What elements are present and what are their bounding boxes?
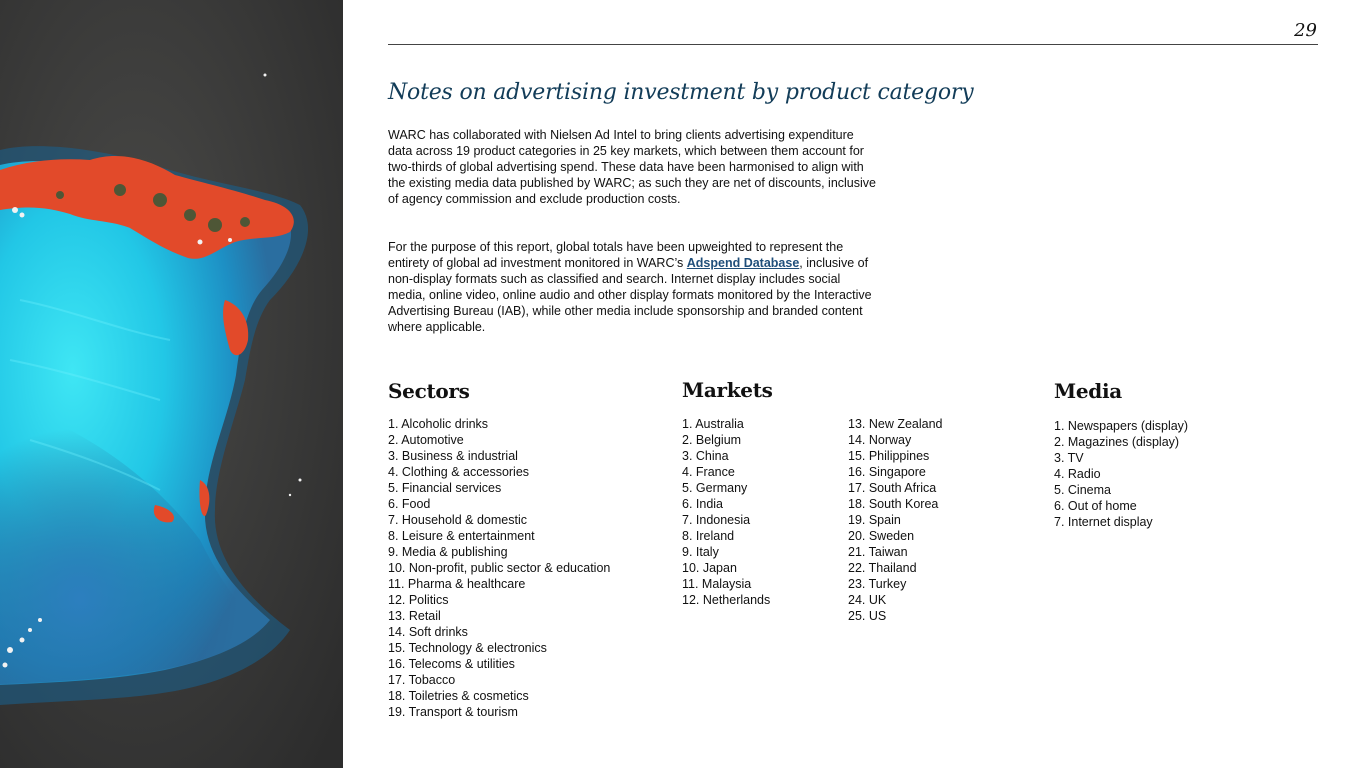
list-item: 18. South Korea bbox=[848, 497, 939, 511]
list-item: 24. UK bbox=[848, 593, 887, 607]
list-item: 5. Cinema bbox=[1054, 483, 1111, 497]
list-item: 16. Telecoms & utilities bbox=[388, 657, 515, 671]
list-item: 7. Internet display bbox=[1054, 515, 1153, 529]
list-item: 3. TV bbox=[1054, 451, 1084, 465]
list-item: 25. US bbox=[848, 609, 887, 623]
page-title: Notes on advertising investment by product category bbox=[388, 80, 974, 105]
page-number: 29 bbox=[1294, 20, 1317, 41]
list-item: 8. Leisure & entertainment bbox=[388, 529, 535, 543]
list-item: 5. Financial services bbox=[388, 481, 502, 495]
list-item: 20. Sweden bbox=[848, 529, 915, 543]
list-item: 1. Alcoholic drinks bbox=[388, 417, 489, 431]
list-item: 8. Ireland bbox=[682, 529, 735, 543]
list-item: 3. Business & industrial bbox=[388, 449, 518, 463]
list-item: 9. Media & publishing bbox=[388, 545, 508, 559]
list-item: 16. Singapore bbox=[848, 465, 926, 479]
header-rule bbox=[388, 44, 1318, 45]
list-item: 9. Italy bbox=[682, 545, 719, 559]
list-item: 2. Automotive bbox=[388, 433, 464, 447]
list-item: 4. France bbox=[682, 465, 735, 479]
list-item: 19. Spain bbox=[848, 513, 901, 527]
list-item: 13. New Zealand bbox=[848, 417, 943, 431]
list-item: 6. Food bbox=[388, 497, 431, 511]
list-item: 12. Politics bbox=[388, 593, 449, 607]
markets-list-column-1 bbox=[682, 416, 770, 608]
list-item: 4. Clothing & accessories bbox=[388, 465, 530, 479]
methodology-paragraph bbox=[388, 239, 878, 335]
list-item: 17. Tobacco bbox=[388, 673, 456, 687]
list-item: 14. Norway bbox=[848, 433, 912, 447]
methodology-text-before-link: For the purpose of this report, global totals have been upweighted to represent the entirety of global ad investment monitored in WARC’s bbox=[388, 240, 844, 270]
list-item: 23. Turkey bbox=[848, 577, 907, 591]
list-item: 10. Japan bbox=[682, 561, 737, 575]
list-item: 18. Toiletries & cosmetics bbox=[388, 689, 529, 703]
list-item: 19. Transport & tourism bbox=[388, 705, 518, 719]
list-item: 10. Non-profit, public sector & education bbox=[388, 561, 611, 575]
sectors-list bbox=[388, 416, 610, 720]
markets-heading: Markets bbox=[682, 378, 773, 402]
list-item: 5. Germany bbox=[682, 481, 748, 495]
list-item: 7. Household & domestic bbox=[388, 513, 527, 527]
list-item: 6. India bbox=[682, 497, 724, 511]
list-item: 3. China bbox=[682, 449, 729, 463]
methodology-text-after-link: , inclusive of non-display formats such as classified and search. Internet display includes social media, online video, online audio and other display formats monitored by the Interactive Advertising Bureau (IAB), while other media include sponsorship and branded content where applicable. bbox=[388, 256, 872, 334]
markets-list-column-2 bbox=[848, 416, 943, 624]
list-item: 11. Pharma & healthcare bbox=[388, 577, 526, 591]
list-item: 11. Malaysia bbox=[682, 577, 752, 591]
list-item: 6. Out of home bbox=[1054, 499, 1137, 513]
list-item: 14. Soft drinks bbox=[388, 625, 468, 639]
list-item: 1. Australia bbox=[682, 417, 744, 431]
list-item: 22. Thailand bbox=[848, 561, 917, 575]
sectors-heading: Sectors bbox=[388, 379, 470, 403]
intro-paragraph: WARC has collaborated with Nielsen Ad Intel to bring clients advertising expenditure data across 19 product categories in 25 key markets, which between them account for two-thirds of global advertising spend. These data have been harmonised to align with the existing media data published by WARC; as such they are net of discounts, inclusive of agency commission and exclude production costs. bbox=[388, 128, 876, 206]
media-heading: Media bbox=[1054, 379, 1122, 403]
list-item: 4. Radio bbox=[1054, 467, 1101, 481]
adspend-database-link[interactable]: Adspend Database bbox=[686, 256, 800, 270]
list-item: 15. Technology & electronics bbox=[388, 641, 547, 655]
list-item: 2. Belgium bbox=[682, 433, 742, 447]
list-item: 15. Philippines bbox=[848, 449, 930, 463]
list-item: 13. Retail bbox=[388, 609, 441, 623]
list-item: 7. Indonesia bbox=[682, 513, 751, 527]
list-item: 21. Taiwan bbox=[848, 545, 908, 559]
list-item: 17. South Africa bbox=[848, 481, 937, 495]
satellite-island-image bbox=[0, 0, 343, 768]
media-list bbox=[1054, 418, 1188, 530]
list-item: 2. Magazines (display) bbox=[1054, 435, 1180, 449]
list-item: 1. Newspapers (display) bbox=[1054, 419, 1189, 433]
list-item: 12. Netherlands bbox=[682, 593, 771, 607]
